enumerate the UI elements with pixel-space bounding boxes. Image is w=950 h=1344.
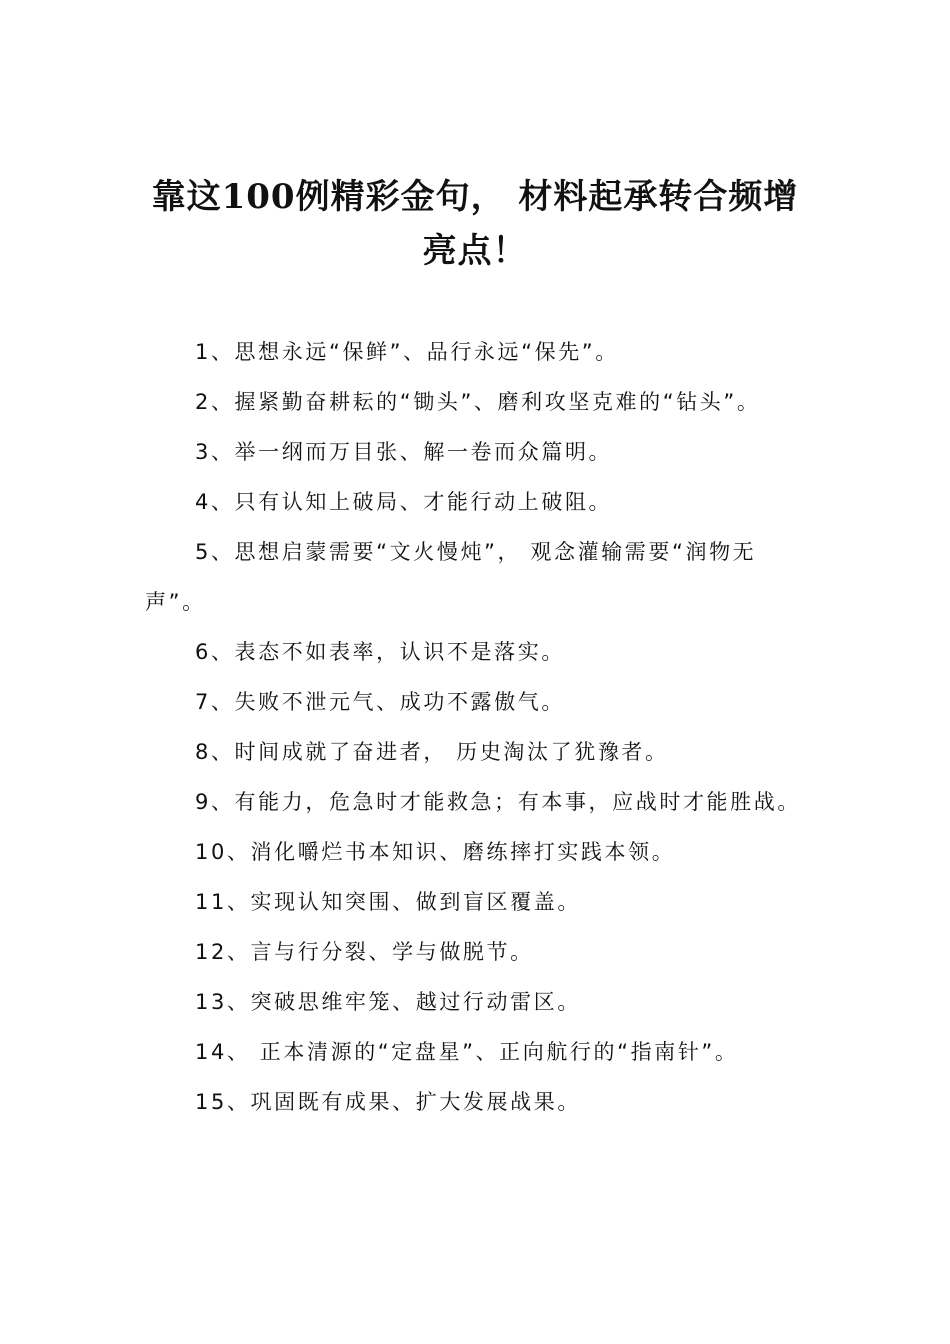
paragraph-9: 9、有能力，危急时才能救急；有本事，应战时才能胜战。 [195, 790, 801, 814]
paragraph-6: 6、表态不如表率，认识不是落实。 [195, 640, 565, 664]
paragraph-10: 10、消化嚼烂书本知识、磨练摔打实践本领。 [195, 840, 676, 864]
paragraph-14: 14、 正本清源的“定盘星”、正向航行的“指南针”。 [195, 1040, 739, 1064]
paragraph-5: 5、思想启蒙需要“文火慢炖”， 观念灌输需要“润物无声”。 [145, 540, 757, 614]
document-title: 靠这100例精彩金句， 材料起承转合频增亮点！ [151, 177, 799, 271]
paragraph-3: 3、举一纲而万目张、解一卷而众篇明。 [195, 440, 613, 464]
paragraph-11: 11、实现认知突围、做到盲区覆盖。 [195, 890, 581, 914]
paragraph-4: 4、只有认知上破局、才能行动上破阻。 [195, 490, 613, 514]
paragraph-2: 2、握紧勤奋耕耘的“锄头”、磨利攻坚克难的“钻头”。 [195, 390, 761, 414]
paragraph-12: 12、言与行分裂、学与做脱节。 [195, 940, 534, 964]
paragraph-7: 7、失败不泄元气、成功不露傲气。 [195, 690, 565, 714]
paragraph-8: 8、时间成就了奋进者， 历史淘汰了犹豫者。 [195, 740, 669, 764]
paragraph-1: 1、思想永远“保鲜”、品行永远“保先”。 [195, 340, 619, 364]
paragraph-13: 13、突破思维牢笼、越过行动雷区。 [195, 990, 581, 1014]
document-body [145, 327, 807, 1127]
paragraph-15: 15、巩固既有成果、扩大发展战果。 [195, 1090, 581, 1114]
